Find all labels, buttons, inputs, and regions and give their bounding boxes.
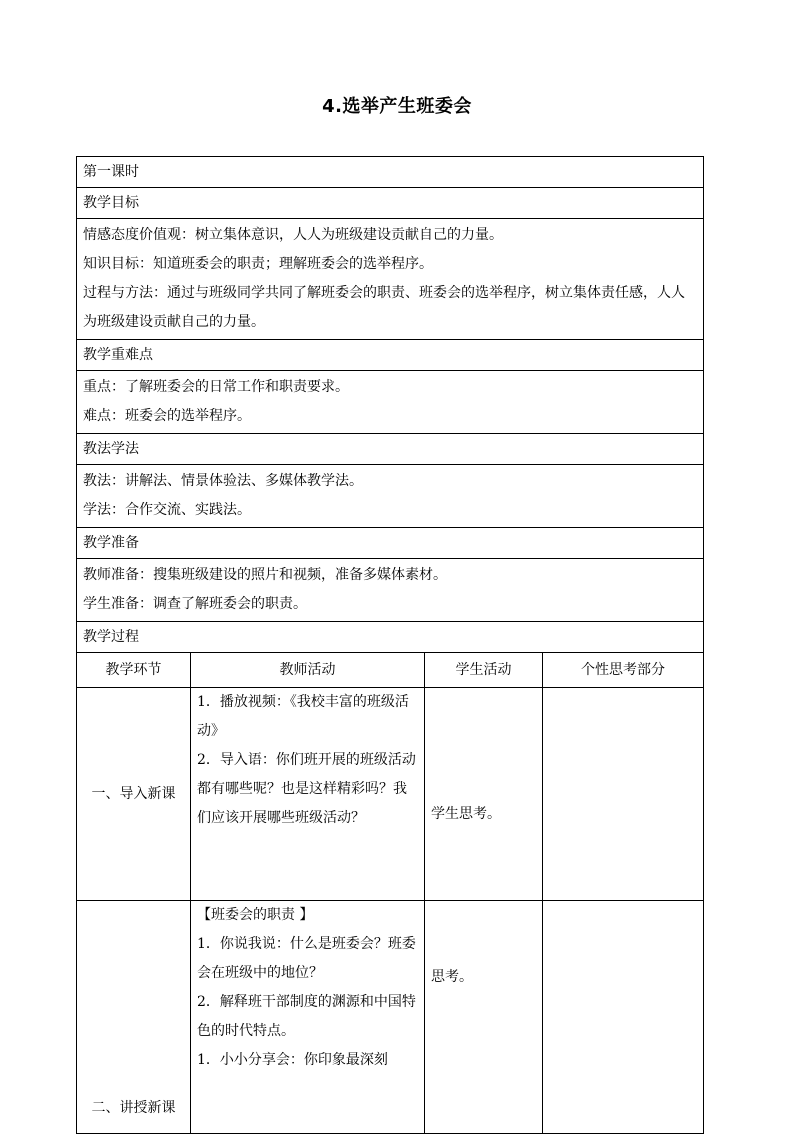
table-row [77, 901, 704, 1134]
teacher-activity-item: 2．解释班干部制度的渊源和中国特色的时代特点。 [197, 994, 416, 1039]
method-item: 学法：合作交流、实践法。 [83, 502, 251, 518]
keypoints-heading: 教学重难点 [77, 340, 704, 371]
column-header-stage: 教学环节 [77, 653, 191, 688]
prep-row [77, 559, 704, 622]
teacher-activity-cell [191, 688, 425, 901]
prep-item: 教师准备：搜集班级建设的照片和视频，准备多媒体素材。 [83, 567, 447, 583]
process-heading: 教学过程 [77, 622, 704, 653]
notes-cell [543, 688, 704, 901]
teacher-activity-item: 1．你说我说：什么是班委会？班委会在班级中的地位？ [197, 936, 416, 981]
prep-item: 学生准备：调查了解班委会的职责。 [83, 596, 307, 612]
lesson-label: 第一课时 [77, 157, 704, 188]
prep-heading-row [77, 528, 704, 559]
methods-heading: 教法学法 [77, 434, 704, 465]
teacher-activity-cell [191, 901, 425, 1134]
goal-item: 知识目标：知道班委会的职责；理解班委会的选举程序。 [83, 256, 433, 272]
methods-cell [77, 465, 704, 528]
stage-cell: 二、讲授新课 [77, 901, 191, 1134]
keypoints-heading-row [77, 340, 704, 371]
goals-heading-row [77, 188, 704, 219]
method-item: 教法：讲解法、情景体验法、多媒体教学法。 [83, 473, 363, 489]
teacher-activity-item: 1．小小分享会：你印象最深刻 [197, 1052, 388, 1068]
keypoints-cell [77, 371, 704, 434]
lesson-plan-table [76, 156, 704, 1134]
page-title: 4.选举产生班委会 [322, 96, 472, 117]
stage-cell: 一、导入新课 [77, 688, 191, 901]
column-header-teacher: 教师活动 [191, 653, 425, 688]
teacher-activity-item: 1．播放视频：《我校丰富的班级活动》 [197, 694, 409, 739]
keypoint-item: 重点：了解班委会的日常工作和职责要求。 [83, 379, 349, 395]
goal-item: 情感态度价值观：树立集体意识，人人为班级建设贡献自己的力量。 [83, 227, 503, 243]
student-activity-cell: 学生思考。 [425, 688, 543, 901]
goals-cell [77, 219, 704, 340]
goal-item: 过程与方法：通过与班级同学共同了解班委会的职责、班委会的选举程序，树立集体责任感，人人为班级建设贡献自己的力量。 [83, 285, 685, 330]
teacher-activity-item: 2．导入语：你们班开展的班级活动都有哪些呢？也是这样精彩吗？我们应该开展哪些班级活动？ [197, 752, 416, 826]
keypoints-row [77, 371, 704, 434]
prep-heading: 教学准备 [77, 528, 704, 559]
column-header-notes: 个性思考部分 [543, 653, 704, 688]
process-heading-row [77, 622, 704, 653]
goals-heading: 教学目标 [77, 188, 704, 219]
student-activity-cell: 思考。 [425, 901, 543, 1134]
column-header-student: 学生活动 [425, 653, 543, 688]
notes-cell [543, 901, 704, 1134]
methods-row [77, 465, 704, 528]
goals-row [77, 219, 704, 340]
keypoint-item: 难点：班委会的选举程序。 [83, 408, 251, 424]
teacher-activity-item: 【班委会的职责 】 [197, 907, 314, 923]
lesson-row [77, 157, 704, 188]
table-row [77, 688, 704, 901]
prep-cell [77, 559, 704, 622]
process-header-row [77, 653, 704, 688]
methods-heading-row [77, 434, 704, 465]
